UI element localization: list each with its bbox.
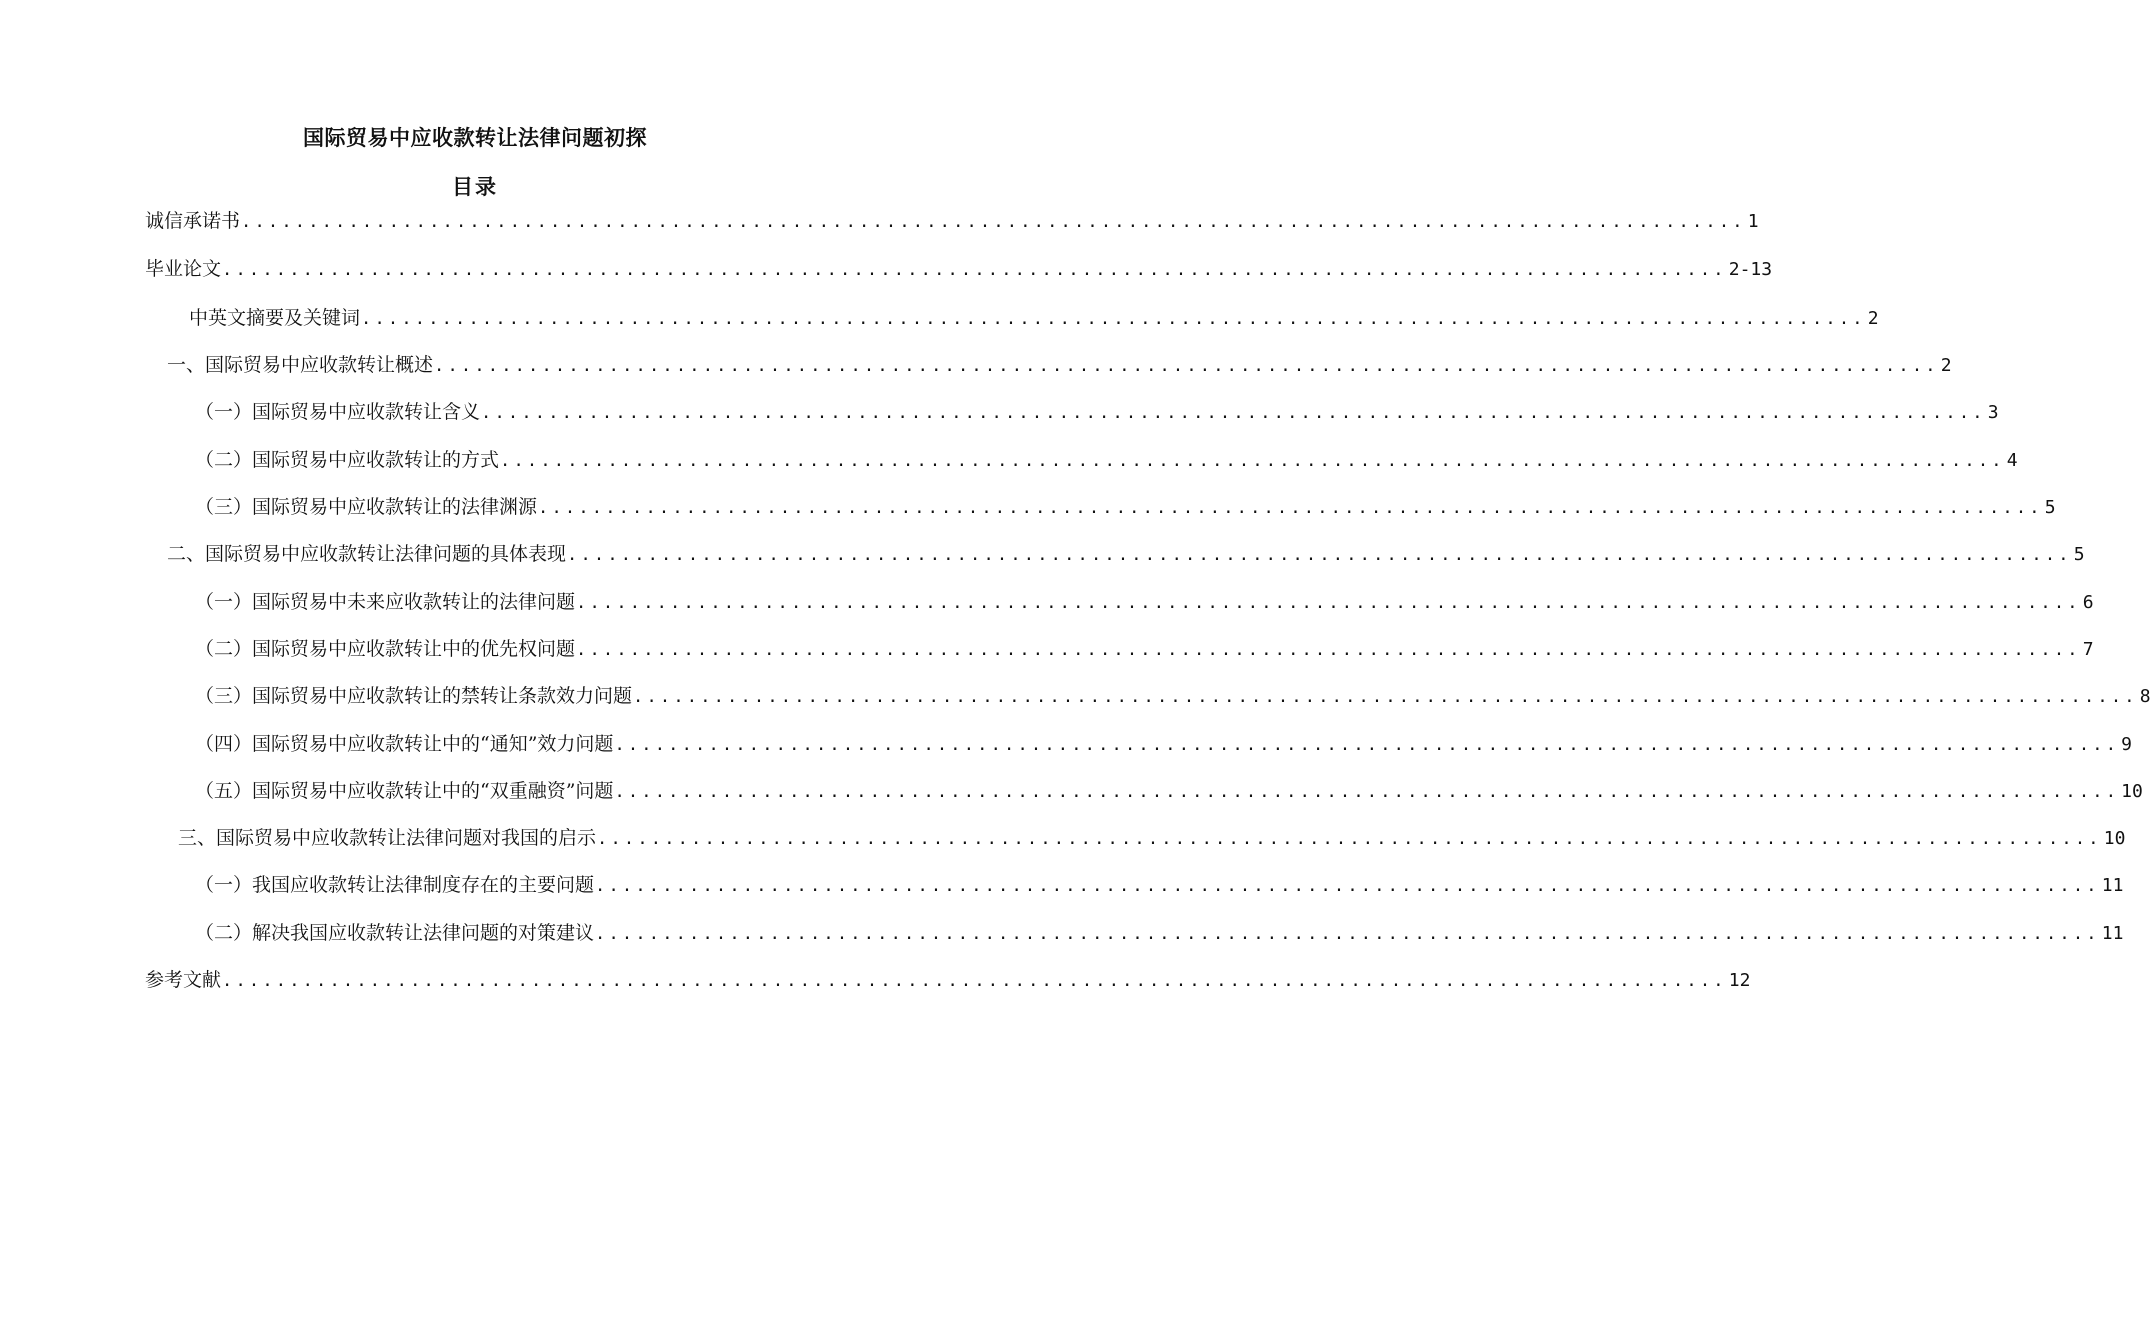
toc-dot-leader: ................................................................................................................ [614,782,2120,802]
toc-entry-page: 6 [2082,592,2094,613]
toc-entry-section-2-4[interactable] [195,731,2132,757]
toc-entry-page: 7 [2082,639,2094,660]
toc-entry-page: 3 [1987,402,1999,423]
toc-entry-label: 参考文献 [145,969,222,991]
toc-entry-section-3-1[interactable] [195,872,2124,898]
toc-entry-references[interactable] [145,967,1751,993]
toc-entry-abstract[interactable] [189,305,1879,331]
toc-entry-section-2-1[interactable] [195,589,2094,615]
toc-entry-label: （三）国际贸易中应收款转让的禁转让条款效力问题 [195,685,633,707]
toc-dot-leader: ................................................................................................................ [361,309,1866,329]
toc-entry-page: 11 [2101,875,2124,896]
toc-entry-integrity-pledge[interactable] [145,208,1759,234]
document-title: 国际贸易中应收款转让法律问题初探 [303,126,647,150]
toc-entry-label: 一、国际贸易中应收款转让概述 [167,354,434,376]
toc-dot-leader: ................................................................................................................ [614,735,2120,755]
toc-dot-leader: ................................................................................................................ [595,876,2100,896]
toc-entry-label: （四）国际贸易中应收款转让中的“通知”效力问题 [195,733,614,755]
toc-entry-page: 2 [1867,308,1879,329]
toc-entry-label: （一）国际贸易中未来应收款转让的法律问题 [195,591,576,613]
toc-entry-label: （二）解决我国应收款转让法律问题的对策建议 [195,922,595,944]
toc-entry-section-1-3[interactable] [195,494,2056,520]
toc-dot-leader: ................................................................................................................ [576,593,2081,613]
toc-entry-section-2-3[interactable] [195,683,2151,709]
toc-entry-label: 诚信承诺书 [145,210,241,232]
toc-dot-leader: ................................................................................................................ [222,971,1727,991]
toc-entry-label: 毕业论文 [145,258,222,280]
toc-entry-label: （五）国际贸易中应收款转让中的“双重融资”问题 [195,780,614,802]
toc-entry-label: （二）国际贸易中应收款转让的方式 [195,449,500,471]
toc-entry-page: 2 [1940,355,1952,376]
toc-entry-label: （二）国际贸易中应收款转让中的优先权问题 [195,638,576,660]
toc-entry-page: 1 [1747,211,1759,232]
toc-entry-page: 4 [2006,450,2018,471]
toc-entry-label: 三、国际贸易中应收款转让法律问题对我国的启示 [178,827,597,849]
toc-heading: 目录 [452,175,498,199]
toc-entry-section-1[interactable] [167,352,1952,378]
toc-entry-page: 2-13 [1728,259,1773,280]
toc-dot-leader: ................................................................................................................ [567,545,2072,565]
toc-dot-leader: ................................................................................................................ [633,687,2138,707]
toc-entry-label: （一）国际贸易中应收款转让含义 [195,401,481,423]
toc-dot-leader: ................................................................................................................ [481,403,1986,423]
toc-entry-section-2-2[interactable] [195,636,2094,662]
toc-entry-page: 10 [2121,781,2143,802]
toc-dot-leader: ................................................................................................................ [500,451,2005,471]
toc-dot-leader: ................................................................................................................ [222,260,1727,280]
toc-dot-leader: ................................................................................................................ [595,924,2100,944]
toc-entry-page: 5 [2044,497,2056,518]
toc-dot-leader: ................................................................................................................ [241,212,1746,232]
toc-entry-page: 12 [1728,970,1751,991]
toc-dot-leader: ................................................................................................................ [576,640,2081,660]
toc-entry-page: 10 [2103,828,2126,849]
toc-entry-page: 11 [2101,923,2124,944]
toc-entry-label: 中英文摘要及关键词 [189,307,361,329]
toc-entry-page: 5 [2073,544,2085,565]
toc-dot-leader: ................................................................................................................ [597,829,2102,849]
toc-dot-leader: ................................................................................................................ [538,498,2043,518]
toc-entry-page: 8 [2139,686,2151,707]
toc-entry-section-2[interactable] [167,541,2085,567]
toc-entry-section-2-5[interactable] [195,778,2143,804]
toc-entry-section-3-2[interactable] [195,920,2124,946]
toc-entry-section-1-1[interactable] [195,399,1999,425]
toc-entry-label: （三）国际贸易中应收款转让的法律渊源 [195,496,538,518]
toc-entry-thesis[interactable] [145,256,1773,282]
toc-entry-section-3[interactable] [178,825,2126,851]
toc-entry-page: 9 [2121,734,2132,755]
toc-dot-leader: ................................................................................................................ [434,356,1939,376]
toc-entry-label: 二、国际贸易中应收款转让法律问题的具体表现 [167,543,567,565]
toc-entry-label: （一）我国应收款转让法律制度存在的主要问题 [195,874,595,896]
toc-entry-section-1-2[interactable] [195,447,2018,473]
